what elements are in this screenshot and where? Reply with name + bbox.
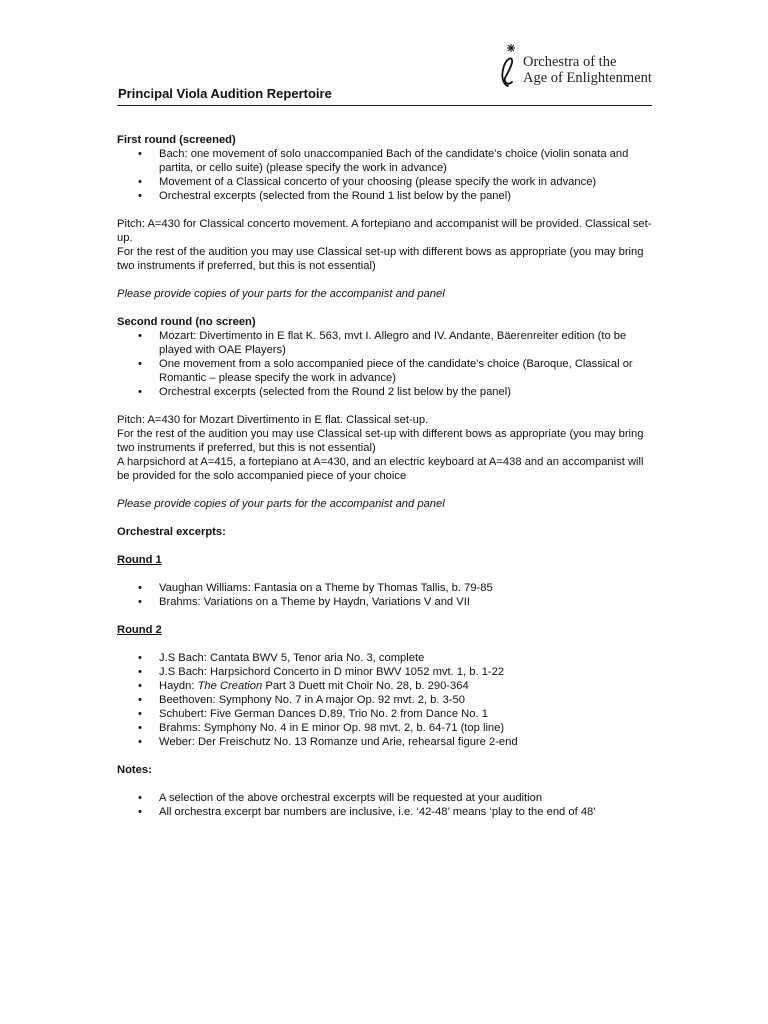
list-item-text: Orchestral excerpts (selected from the Round 1 list below by the panel)	[159, 190, 511, 202]
list-item	[117, 693, 657, 707]
list-item-text: Brahms: Symphony No. 4 in E minor Op. 98 mvt. 2, b. 64-71 (top line)	[159, 722, 505, 734]
item-suffix: Part 3 Duett mit Choir No. 28, b. 290-364	[262, 680, 469, 692]
bullet: •	[138, 806, 142, 818]
bullet: •	[138, 792, 142, 804]
list-item	[117, 707, 657, 721]
list-item	[117, 679, 657, 693]
list-item	[117, 357, 657, 385]
list-item-text: One movement from a solo accompanied piece of the candidate’s choice (Baroque, Classical or Romantic – please specify the work in advance)	[159, 358, 633, 384]
org-name-line1: Orchestra of the	[523, 54, 617, 70]
list-item	[117, 175, 657, 189]
bullet: •	[138, 680, 142, 692]
list-item-text: A selection of the above orchestral excerpts will be requested at your audition	[159, 792, 543, 804]
list-item	[117, 721, 657, 735]
round2-heading: Round 2	[117, 624, 162, 636]
title-divider	[117, 105, 652, 106]
list-item	[117, 189, 657, 203]
list-item-text: Brahms: Variations on a Theme by Haydn, Variations V and VII	[159, 596, 470, 608]
list-item-text: J.S Bach: Cantata BWV 5, Tenor aria No. 3, complete	[159, 652, 425, 664]
first-round-list	[117, 147, 657, 203]
bullet: •	[138, 736, 142, 748]
bullet: •	[138, 666, 142, 678]
second-round-pitch: Pitch: A=430 for Mozart Divertimento in E flat. Classical set-up.	[117, 414, 429, 426]
bullet: •	[138, 708, 142, 720]
list-item-text: Weber: Der Freischutz No. 13 Romanze und Arie, rehearsal figure 2-end	[159, 736, 518, 748]
bullet: •	[138, 582, 142, 594]
list-item-text: All orchestra excerpt bar numbers are inclusive, i.e. ‘42-48’ means ‘play to the end of 48’	[159, 806, 596, 818]
list-item-text: Mozart: Divertimento in E flat K. 563, mvt I. Allegro and IV. Andante, Bäerenreiter edition (to be played with OAE Players)	[159, 330, 627, 356]
list-item-text: Schubert: Five German Dances D.89, Trio No. 2 from Dance No. 1	[159, 708, 488, 720]
first-round-heading: First round (screened)	[117, 134, 236, 146]
list-item	[117, 385, 657, 399]
list-item-text: Orchestral excerpts (selected from the Round 2 list below by the panel)	[159, 386, 511, 398]
first-round-pitch: Pitch: A=430 for Classical concerto movement. A fortepiano and accompanist will be provided. Classical set-up.	[117, 218, 652, 244]
bullet: •	[138, 358, 142, 370]
list-item-text: J.S Bach: Harpsichord Concerto in D minor BWV 1052 mvt. 1, b. 1-22	[159, 666, 505, 678]
list-item-text: Movement of a Classical concerto of your choosing (please specify the work in advance)	[159, 176, 597, 188]
bullet: •	[138, 330, 142, 342]
bullet: •	[138, 176, 142, 188]
oae-logo-name	[523, 54, 652, 86]
bullet: •	[138, 652, 142, 664]
document-body	[117, 133, 657, 819]
round1-list	[117, 581, 657, 609]
round2-list	[117, 651, 657, 749]
bullet: •	[138, 694, 142, 706]
second-round-instruments: A harpsichord at A=415, a fortepiano at A=430, and an electric keyboard at A=438 and an accompanist will be provided for the solo accompanied piece of your choice	[117, 456, 644, 482]
second-round-heading: Second round (no screen)	[117, 316, 256, 328]
item-prefix: Haydn:	[159, 680, 198, 692]
list-item	[117, 147, 657, 175]
bullet: •	[138, 190, 142, 202]
first-round-setup: For the rest of the audition you may use Classical set-up with different bows as appropriate (you may bring two instruments if preferred, but this is not essential)	[117, 246, 644, 272]
list-item	[117, 735, 657, 749]
second-round-list	[117, 329, 657, 399]
list-item	[117, 329, 657, 357]
bullet: •	[138, 596, 142, 608]
list-item	[117, 651, 657, 665]
oae-logo-mark-icon	[496, 44, 520, 88]
bullet: •	[138, 386, 142, 398]
list-item-text: Beethoven: Symphony No. 7 in A major Op. 92 mvt. 2, b. 3-50	[159, 694, 465, 706]
list-item	[117, 805, 657, 819]
first-round-copies-note: Please provide copies of your parts for the accompanist and panel	[117, 288, 445, 300]
bullet: •	[138, 722, 142, 734]
list-item-text: Bach: one movement of solo unaccompanied Bach of the candidate’s choice (violin sonata and partita, or cello suite) (please specify the work in advance)	[159, 148, 629, 174]
org-name-line2: Age of Enlightenment	[523, 70, 652, 86]
bullet: •	[138, 148, 142, 160]
page-title: Principal Viola Audition Repertoire	[118, 86, 332, 101]
notes-heading: Notes:	[117, 764, 152, 776]
list-item	[117, 581, 657, 595]
second-round-setup: For the rest of the audition you may use Classical set-up with different bows as appropriate (you may bring two instruments if preferred, but this is not essential)	[117, 428, 644, 454]
work-title: The Creation	[197, 680, 263, 692]
notes-list	[117, 791, 657, 819]
round1-heading: Round 1	[117, 554, 162, 566]
list-item-text	[159, 680, 469, 692]
list-item	[117, 665, 657, 679]
oae-logo	[496, 38, 666, 90]
list-item	[117, 595, 657, 609]
list-item	[117, 791, 657, 805]
second-round-copies-note: Please provide copies of your parts for the accompanist and panel	[117, 498, 445, 510]
list-item-text: Vaughan Williams: Fantasia on a Theme by Thomas Tallis, b. 79-85	[159, 582, 493, 594]
excerpts-heading: Orchestral excerpts:	[117, 526, 226, 538]
